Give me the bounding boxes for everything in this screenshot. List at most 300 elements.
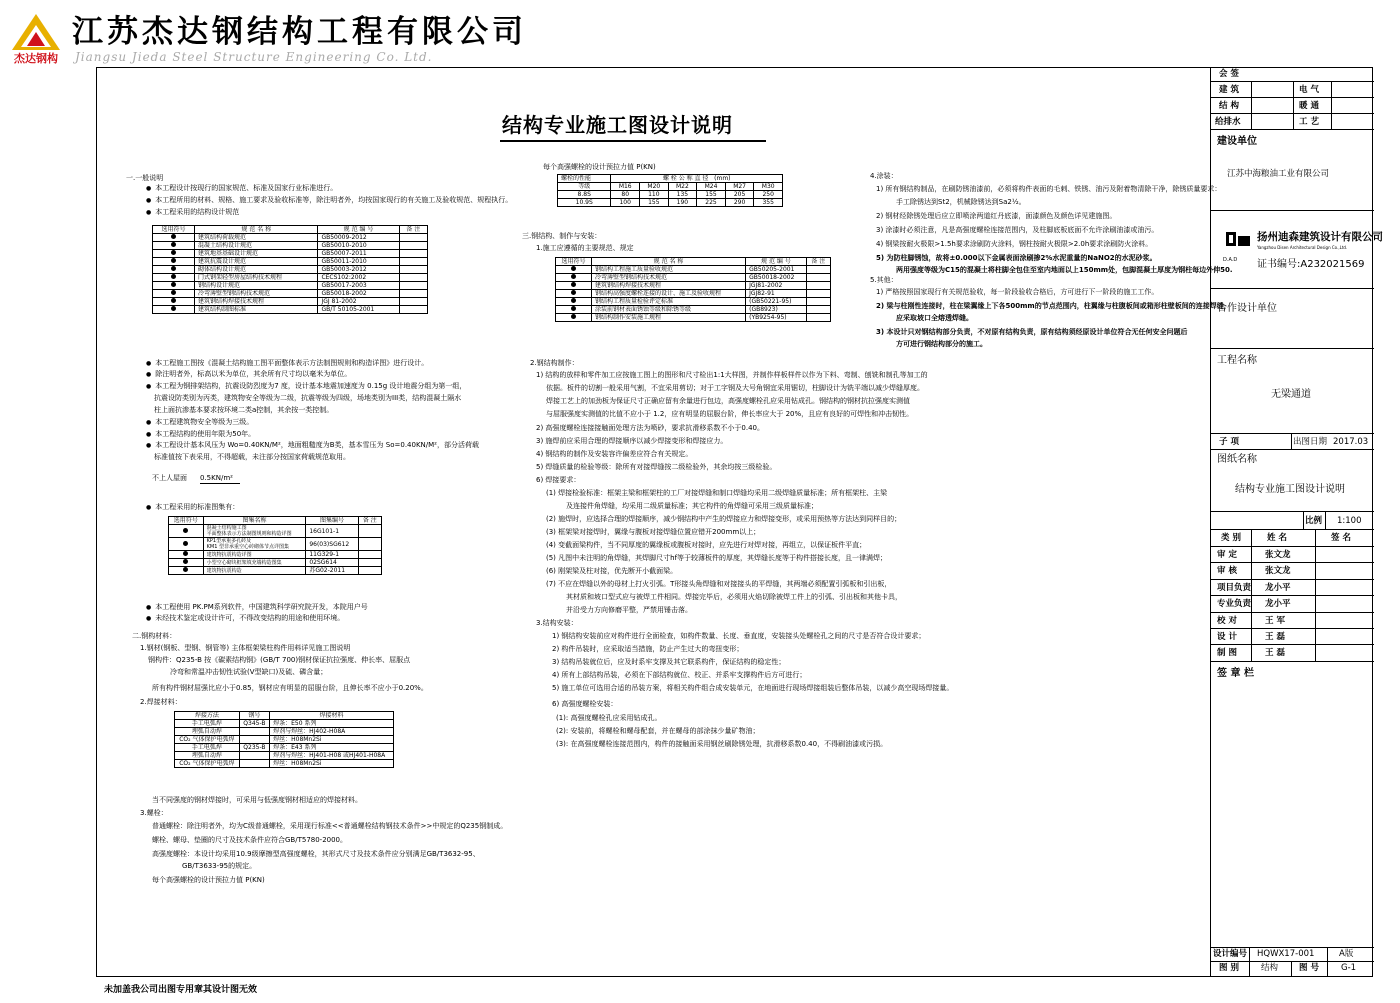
table-cell (358, 525, 381, 538)
table-cell (556, 306, 592, 314)
tb-row (1211, 211, 1383, 289)
table-cell (169, 538, 204, 551)
note-line: 3) 涂漆时必须注意，凡是高强度螺栓连接范围内，及柱脚底板底面不允许涂刷油漆或油污。 (876, 226, 1159, 234)
tb-row (1211, 130, 1374, 211)
divider (1251, 114, 1252, 129)
table-cell: 155 (697, 191, 726, 199)
tb-row (1211, 662, 1374, 948)
table-cell (358, 559, 381, 567)
table-cell (358, 538, 381, 551)
table-row (175, 752, 394, 760)
table-cell: M27 (725, 183, 754, 191)
table-cell: 建筑结构荷载规范 (195, 234, 318, 242)
selected-bullet-icon (171, 274, 176, 279)
table-cell: 埋弧自动焊 (175, 752, 240, 760)
note-line: 方可进行钢结构部分的施工。 (896, 340, 987, 348)
selected-bullet-icon (571, 298, 576, 303)
note-line: 冷弯和常温冲击韧性试验(V型缺口)及硫、磷含量； (170, 668, 328, 676)
tb-row (1211, 114, 1374, 130)
tb-row (1211, 349, 1374, 434)
table-cell (556, 282, 592, 290)
note-line: 其材质和坡口型式应与被焊工件相同。焊接完毕后，必须用火焰切除被焊工件上的引弧、引出板和其他卡具， (566, 593, 902, 601)
selected-bullet-icon (571, 266, 576, 271)
selected-bullet-icon (183, 551, 188, 556)
note-line: ● 本工程设计按现行的国家规范、标准及国家行业标准进行。 (146, 184, 337, 193)
note-line: (1) 焊接检验标准：框架主梁和框架柱的工厂对接焊缝和制口焊缝均采用二级焊缝质量标准；所有框架柱、主梁 (546, 489, 888, 497)
divider (1251, 613, 1252, 628)
table-row (169, 567, 382, 575)
divider (1251, 530, 1252, 546)
role-person: 王 军 (1265, 615, 1285, 626)
divider (1315, 629, 1316, 644)
table-cell (203, 538, 306, 551)
table-cell: JGJ81-2002 (746, 282, 807, 290)
table-cell: 355 (754, 199, 783, 207)
table-row (556, 266, 831, 274)
table-cell: 250 (754, 191, 783, 199)
table-cell (239, 728, 269, 736)
stamp-area-label: 签 章 栏 (1217, 668, 1254, 679)
note-line: ● 本工程所用的材料、规格、施工要求及验收标准等，除注明者外，均按国家现行的有关施工及验收规范、规程执行。 (146, 196, 512, 205)
table-cell (153, 298, 195, 306)
table-row (153, 290, 428, 298)
table-cell: 建筑结构制图标准 (195, 306, 318, 314)
selected-bullet-icon (171, 282, 176, 287)
selected-bullet-icon (183, 567, 188, 572)
divider (1331, 98, 1332, 113)
table-cell: 290 (725, 199, 754, 207)
note-line: 并沿受力方向修磨平整，严禁用锤击落。 (566, 606, 692, 614)
table-header-cell: 钢号 (239, 712, 269, 720)
note-line: 及连接件角焊缝，均采用二级质量标准；其它构件的角焊缝可采用三级质量标准； (566, 502, 818, 510)
section-other: 5.其他： (870, 276, 898, 284)
divider (1325, 512, 1326, 529)
selected-bullet-icon (171, 258, 176, 263)
role-person: 张文龙 (1265, 550, 1291, 560)
divider (1251, 547, 1252, 562)
note-line: 2) 构件吊装时，应采取适当措施，防止产生过大的弯扭变形； (552, 645, 744, 653)
note-line: 4) 钢梁按耐火极限>1.5h要求涂刷防火涂料，钢柱按耐火极限>2.0h要求涂刷防火涂料。 (876, 240, 1153, 248)
construction-code-table (555, 257, 831, 322)
table-cell: 205 (725, 191, 754, 199)
role-label: 校 对 (1217, 615, 1237, 626)
table-row (169, 525, 382, 538)
project-name: 无梁通道 (1271, 389, 1311, 400)
section-general: 一.一般说明 (126, 174, 164, 182)
table-cell: Q345-B (239, 720, 269, 728)
selected-bullet-icon (171, 298, 176, 303)
table-cell (169, 525, 204, 538)
table-cell: (GB8923) (746, 306, 807, 314)
table-cell: 02SG614 (306, 559, 358, 567)
signoff-row (1211, 645, 1374, 661)
table-cell: 190 (668, 199, 697, 207)
divider (1249, 948, 1250, 961)
note-line: 6) 高强度螺栓安装： (552, 700, 618, 708)
table-cell: GB50018-2002 (318, 290, 399, 298)
divider (1315, 530, 1316, 546)
logo-text: 杰达钢构 (14, 52, 58, 65)
note-line: 1) 钢结构安装前应对构件进行全面检查，如构件数量、长度、垂直度，安装接头处螺栓孔之间的尺寸是否符合设计要求； (552, 632, 926, 640)
table-cell (399, 250, 427, 258)
table-header-row (175, 712, 394, 720)
table-header-row (556, 258, 831, 266)
table-cell: 手工电弧焊 (175, 720, 240, 728)
role-person: 龙小平 (1265, 582, 1291, 593)
divider (1327, 948, 1328, 961)
table-cell: 建筑抗震设计规范 (195, 258, 318, 266)
table-cell: 螺栓的性能 (558, 175, 611, 183)
table-row (175, 720, 394, 728)
divider (1291, 962, 1292, 976)
table-header-cell: 选用符号 (556, 258, 592, 266)
role-person: 龙小平 (1265, 599, 1291, 610)
tb-row (1211, 512, 1374, 530)
table-cell: 门式钢架轻型房屋结构技术规程 (195, 274, 318, 282)
tb-row (1211, 450, 1374, 512)
note-line: (3) 框架梁对接焊时，翼缘与腹板对接焊缝位置应错开200mm以上； (546, 528, 761, 536)
table-cell (806, 282, 830, 290)
table-row (169, 538, 382, 551)
table-cell: 涂装前钢材表面锈蚀等级和除锈等级 (591, 306, 745, 314)
note-line: 5) 施工单位可选用合适的吊装方案，将相关构件组合成安装单元，在地面进行现场焊接组装后整体吊装，以减少高空现场焊接量。 (552, 684, 954, 692)
table-cell: 建筑地基基础设计规范 (195, 250, 318, 258)
table-cell (806, 266, 830, 274)
note-line: ● 本工程使用 PK.PM系列软件，中国建筑科学研究院开发，本院用户号 (146, 603, 368, 612)
table-cell: 焊剂与焊丝：HJ401-H08 或HJ401-H08A (270, 752, 394, 760)
note-line: GB/T3633-95的规定。 (182, 862, 257, 870)
project-code-label: 设计编号 (1213, 949, 1248, 959)
table-cell: CO₂ 气体保护电弧焊 (175, 736, 240, 744)
divider (1293, 98, 1294, 113)
table-header-row (169, 517, 382, 525)
role-person: 王 磊 (1265, 648, 1285, 659)
table-cell (153, 282, 195, 290)
table-cell (806, 274, 830, 282)
table-cell: 100 (611, 199, 640, 207)
table-cell (399, 306, 427, 314)
note-line: ● 本工程结构的使用年限为50年。 (146, 430, 255, 439)
note-line: ● 本工程为钢排架结构，抗震设防烈度为7 度，设计基本地震加速度为 0.15g 设计地震分组为第一组， (146, 382, 466, 391)
divider (1249, 962, 1250, 976)
drawing-no-label: 图 号 (1299, 963, 1319, 973)
bolt-table-title: 每个高强螺栓的设计预拉力值 P(KN) (543, 163, 656, 171)
company-name-cn: 江苏杰达钢结构工程有限公司 (72, 14, 527, 50)
table-cell (399, 282, 427, 290)
table-cell (399, 298, 427, 306)
signoff-row (1211, 563, 1374, 579)
table-cell (556, 290, 592, 298)
table-cell (556, 274, 592, 282)
note-line: 标准值按下表采用，不得超载，未注部分按国家荷载规范取用。 (154, 453, 350, 461)
discipline-label: 建 筑 (1219, 85, 1239, 95)
bolt-pretension-table (557, 174, 783, 207)
note-line: ● 未经技术鉴定或设计许可，不得改变结构的用途和使用环境。 (146, 614, 344, 623)
table-cell (153, 306, 195, 314)
roof-label: 不上人屋面 (152, 474, 187, 482)
table-cell (153, 266, 195, 274)
discipline-label: 结 构 (1219, 101, 1239, 111)
selected-bullet-icon (571, 314, 576, 319)
divider (1315, 596, 1316, 611)
title-block (1210, 67, 1383, 977)
selected-bullet-icon (183, 559, 188, 564)
note-line: 5) 为防柱脚锈蚀，故将±0.000以下金属表面涂刷掺2%水泥重量的NaNO2的水泥砂浆。 (876, 254, 1157, 262)
table-cell: 焊丝：H08Mn2Si (270, 760, 394, 768)
table-cell: GB50010-2010 (318, 242, 399, 250)
table-row (175, 744, 394, 752)
role-header: 类 别 (1221, 533, 1241, 543)
table-cell: 钢结构高强度螺栓连接的设计、施工及验收规程 (591, 290, 745, 298)
table-cell: 16G101-1 (306, 525, 358, 538)
table-cell: 手工电弧焊 (175, 744, 240, 752)
table-cell (203, 525, 306, 538)
table-cell (153, 234, 195, 242)
table-cell-text: 建筑物抗震构造 (206, 567, 242, 574)
note-line: 3.螺栓： (140, 809, 168, 817)
table-cell: CO₂ 气体保护电弧焊 (175, 760, 240, 768)
note-line: 两用强度等级为C15的混凝土将柱脚全包住至室内地面以上150mm处，包脚混凝土厚度为钢柱每边外伸50. (896, 266, 1233, 274)
note-line: 1.施工应遵循的主要规范、规定 (536, 244, 634, 252)
table-row (153, 234, 428, 242)
scale-value: 1:100 (1337, 516, 1362, 526)
table-cell-text: (mm) (714, 175, 731, 182)
selected-bullet-icon (571, 274, 576, 279)
table-header-cell: 图集名称 (203, 517, 306, 525)
note-line: ● 本工程设计基本风压为 Wo=0.40KN/M²，地面粗糙度为B类，基本雪压为 So=0.40KN/M²，部分活荷载 (146, 441, 479, 450)
note-line: 钢构件：Q235-B 按《碳素结构钢》(GB/T 700)钢材保证抗拉强度、伸长率、屈服点 (148, 656, 411, 664)
table-cell: GB50205-2001 (746, 266, 807, 274)
table-cell: 建筑钢结构焊接技术规程 (591, 282, 745, 290)
table-cell: 80 (611, 191, 640, 199)
divider (1303, 512, 1304, 529)
note-line: 所有构件钢材屈强比应小于0.85，钢材应有明显的屈服台阶，且伸长率不应小于0.20%。 (152, 684, 428, 692)
note-line: 4) 钢结构的制作及安装容许偏差应符合有关规定。 (536, 450, 693, 458)
issue-date: 2017.03 (1333, 437, 1369, 447)
signature-header: 签 名 (1331, 533, 1351, 543)
table-cell: JGJ 81-2002 (318, 298, 399, 306)
role-person: 张文龙 (1265, 566, 1291, 577)
version: A版 (1339, 949, 1354, 959)
signoff-row (1211, 580, 1374, 596)
note-line: 柱上面抗渗基本要求按环境二类a控制，其余按一类控制。 (154, 406, 334, 414)
table-cell (806, 314, 830, 322)
table-cell (169, 567, 204, 575)
table-cell: 冷弯薄壁型钢结构技术规范 (195, 290, 318, 298)
divider (1315, 613, 1316, 628)
role-person: 王 磊 (1265, 632, 1285, 642)
divider (1251, 629, 1252, 644)
table-header-cell: 规 范 名 称 (195, 226, 318, 234)
table-row (153, 306, 428, 314)
category-value: 结构 (1261, 963, 1279, 973)
table-cell: 苏G02-2011 (306, 567, 358, 575)
table-cell (399, 258, 427, 266)
selected-bullet-icon (571, 282, 576, 287)
signoff-row (1211, 596, 1374, 612)
table-cell: 建筑钢结构焊接技术规程 (195, 298, 318, 306)
note-line: ● 本工程建筑物安全等级为三级。 (146, 418, 253, 427)
selected-bullet-icon (171, 290, 176, 295)
divider (1331, 82, 1332, 97)
title-underline (500, 140, 766, 142)
table-row (153, 266, 428, 274)
firm-logo-abbr: D.A.D (1223, 257, 1238, 263)
note-line: 当不同强度的钢材焊接时，可采用与低强度钢材相适应的焊接材料。 (152, 796, 362, 804)
table-row (175, 728, 394, 736)
table-cell-text: 平面整体表示方法制图规则和构造详图 (206, 531, 292, 537)
note-line: 2) 钢材经除锈处理后应立即喷涂两道红丹底漆，面漆颜色及颜色详见建施图。 (876, 212, 1117, 220)
signoff-row (1211, 613, 1374, 629)
table-cell: Q235-B (239, 744, 269, 752)
table-cell: 等级 (558, 183, 611, 191)
table-header-row (153, 226, 428, 234)
validity-note: 未加盖我公司出图专用章其设计图无效 (104, 985, 258, 995)
table-cell: M22 (668, 183, 697, 191)
table-cell (239, 760, 269, 768)
note-line: 1.钢材(钢板、型钢、钢管等) 主体框架梁柱构件用料详见施工图说明 (140, 644, 351, 652)
table-cell: M16 (611, 183, 640, 191)
divider (1293, 114, 1294, 129)
table-header-cell: 选用符号 (169, 517, 204, 525)
divider (1315, 563, 1316, 578)
table-cell: GB50011-2010 (318, 258, 399, 266)
table-cell: GB50003-2012 (318, 266, 399, 274)
table-header-cell: 备 注 (358, 517, 381, 525)
note-line: 螺栓、螺母、垫圈的尺寸及技术条件应符合GB/T5780-2000。 (152, 836, 348, 844)
discipline-label: 工 艺 (1299, 117, 1319, 127)
table-row (558, 191, 783, 199)
discipline-label: 电 气 (1299, 85, 1319, 95)
tb-row (1211, 82, 1374, 98)
divider (1251, 563, 1252, 578)
table-cell (399, 234, 427, 242)
table-cell-text: 小型空心砌块框架填充墙构造图集 (206, 559, 282, 566)
selected-bullet-icon (171, 250, 176, 255)
table-cell: GB50017-2003 (318, 282, 399, 290)
build-unit-label: 建设单位 (1217, 136, 1257, 147)
selected-bullet-icon (171, 234, 176, 239)
table-header-cell: 焊接方法 (175, 712, 240, 720)
table-cell (358, 551, 381, 559)
section-materials: 二.钢构材料： (132, 632, 177, 640)
divider (1331, 114, 1332, 129)
table-cell: 225 (697, 199, 726, 207)
tb-row (1211, 98, 1374, 114)
tb-row (1211, 289, 1374, 349)
table-cell: 96(03)SG612 (306, 538, 358, 551)
selected-bullet-icon (171, 242, 176, 247)
note-line: (4) 变截面梁构件，当不同厚度的翼缘板或腹板对接时，应先进行对焊对接，再组立，以保证板件平直； (546, 541, 867, 549)
selected-bullet-icon (571, 290, 576, 295)
table-cell: GB50007-2011 (318, 250, 399, 258)
note-line: 高强度螺栓：本设计均采用10.9级摩擦型高强度螺栓，其形式尺寸及技术条件应分别满足GB/T3632-95、 (152, 850, 480, 858)
countersign-label: 会 签 (1219, 69, 1239, 79)
scale-label: 比例 (1305, 516, 1323, 526)
note-line: (3): 在高强度螺栓连接范围内，构件的接触面采用钢丝刷除锈处理，抗滑移系数0.40，不得刷油漆或污损。 (556, 740, 888, 748)
table-row (153, 282, 428, 290)
table-row (153, 258, 428, 266)
standard-atlas-table (168, 516, 382, 575)
role-label: 审 定 (1217, 550, 1237, 560)
drawing-name-label: 图纸名称 (1217, 454, 1257, 465)
note-line: ● 本工程采用的结构设计规范 (146, 208, 239, 217)
note-line: 2) 高强度螺栓连接接触面处理方法为喷砂，要求抗滑移系数不小于0.40。 (536, 424, 764, 432)
table-cell (611, 175, 783, 183)
table-cell-text: 建筑物抗震构造详图 (206, 551, 252, 558)
table-cell: 埋弧自动焊 (175, 728, 240, 736)
note-line: (5) 凡图中未注明的角焊缝，其焊脚尺寸hf等于较薄板件的厚度，其焊缝长度等于构件搭接长度，且一律满焊； (546, 554, 888, 562)
role-label: 审 核 (1217, 566, 1237, 577)
subitem-label: 子 项 (1219, 437, 1239, 447)
selected-bullet-icon (571, 306, 576, 311)
tb-row (1211, 434, 1374, 450)
coop-unit-label: 合作设计单位 (1217, 303, 1277, 314)
note-line: 3) 结构吊装就位后，应及时系牢支撑及其它联系构件，保证结构的稳定性； (552, 658, 786, 666)
table-row (558, 199, 783, 207)
note-line: (6) 刚架梁及柱对接，优先断开小截面梁。 (546, 567, 678, 575)
category-label: 图 别 (1219, 963, 1239, 973)
note-line: 2.焊接材料： (140, 698, 182, 706)
table-row (153, 242, 428, 250)
note-line: (1): 高强度螺栓孔应采用钻成孔。 (556, 714, 662, 722)
note-line: 2.钢结构制作： (530, 359, 579, 367)
table-cell (203, 567, 306, 575)
table-cell: 钢结构制作安装施工规程 (591, 314, 745, 322)
table-row (556, 290, 831, 298)
table-cell (806, 298, 830, 306)
selected-bullet-icon (183, 528, 188, 533)
table-cell: M20 (640, 183, 669, 191)
table-row (556, 274, 831, 282)
tb-row (1211, 530, 1374, 547)
design-code-table (152, 225, 428, 314)
table-header-cell: 备 注 (399, 226, 427, 234)
table-cell-text: KM1 型非承重空心砖砌体节点详图集 (206, 544, 289, 550)
table-header-cell: 选用符号 (153, 226, 195, 234)
table-cell: 135 (668, 191, 697, 199)
table-cell (203, 559, 306, 567)
table-cell-text: 混凝土结构施工图 (206, 525, 247, 531)
divider (1251, 82, 1252, 97)
role-label: 项目负责 (1217, 582, 1252, 593)
table-row (153, 298, 428, 306)
note-line: 5) 焊缝质量的检验等级：除所有对接焊缝按二级检验外，其余均按三级检验。 (536, 463, 777, 471)
table-cell: M30 (754, 183, 783, 191)
design-firm-en: Yangzhou Disen Architectural Design Co.,Ltd. (1257, 245, 1348, 250)
table-cell: CECS102:2002 (318, 274, 399, 282)
table-cell: 砌体结构设计规范 (195, 266, 318, 274)
note-line: 手工除锈达到St2，机械除锈达到Sa2½。 (896, 198, 1026, 206)
divider (1291, 434, 1292, 449)
table-cell: GB50018-2002 (746, 274, 807, 282)
note-line: 1) 结构的放样和零件加工应按施工图上的图形和尺寸检出1:1大样图，并制作样板样件以作为下料、弯制、刨铣和制孔等加工的 (536, 371, 928, 379)
table-cell: 11G329-1 (306, 551, 358, 559)
note-line: 依据。板件的切割一般采用气割，不宜采用剪切；对于工字钢及大号角钢宜采用锯切，柱脚设计为铣平端以减少焊缝厚度。 (546, 384, 924, 392)
note-line: 普通螺栓：除注明者外，均为C级普通螺栓，采用现行标准<<普通螺栓结构钢技术条件>>中规定的Q235钢制成。 (152, 822, 508, 830)
divider (1251, 645, 1252, 660)
table-header-cell: 规 范 编 号 (318, 226, 399, 234)
table-cell (556, 298, 592, 306)
table-cell: JGJ82-91 (746, 290, 807, 298)
note-line: 4) 所有上部结构吊装，必须在下部结构就位、校正、并系牢支撑构件后方可进行； (552, 671, 807, 679)
table-header-cell: 规 范 编 号 (746, 258, 807, 266)
table-cell (399, 266, 427, 274)
table-cell (153, 242, 195, 250)
build-unit: 江苏中海粮油工业有限公司 (1227, 169, 1330, 179)
table-row (169, 551, 382, 559)
table-cell: 冷弯薄壁型钢结构技术规范 (591, 274, 745, 282)
